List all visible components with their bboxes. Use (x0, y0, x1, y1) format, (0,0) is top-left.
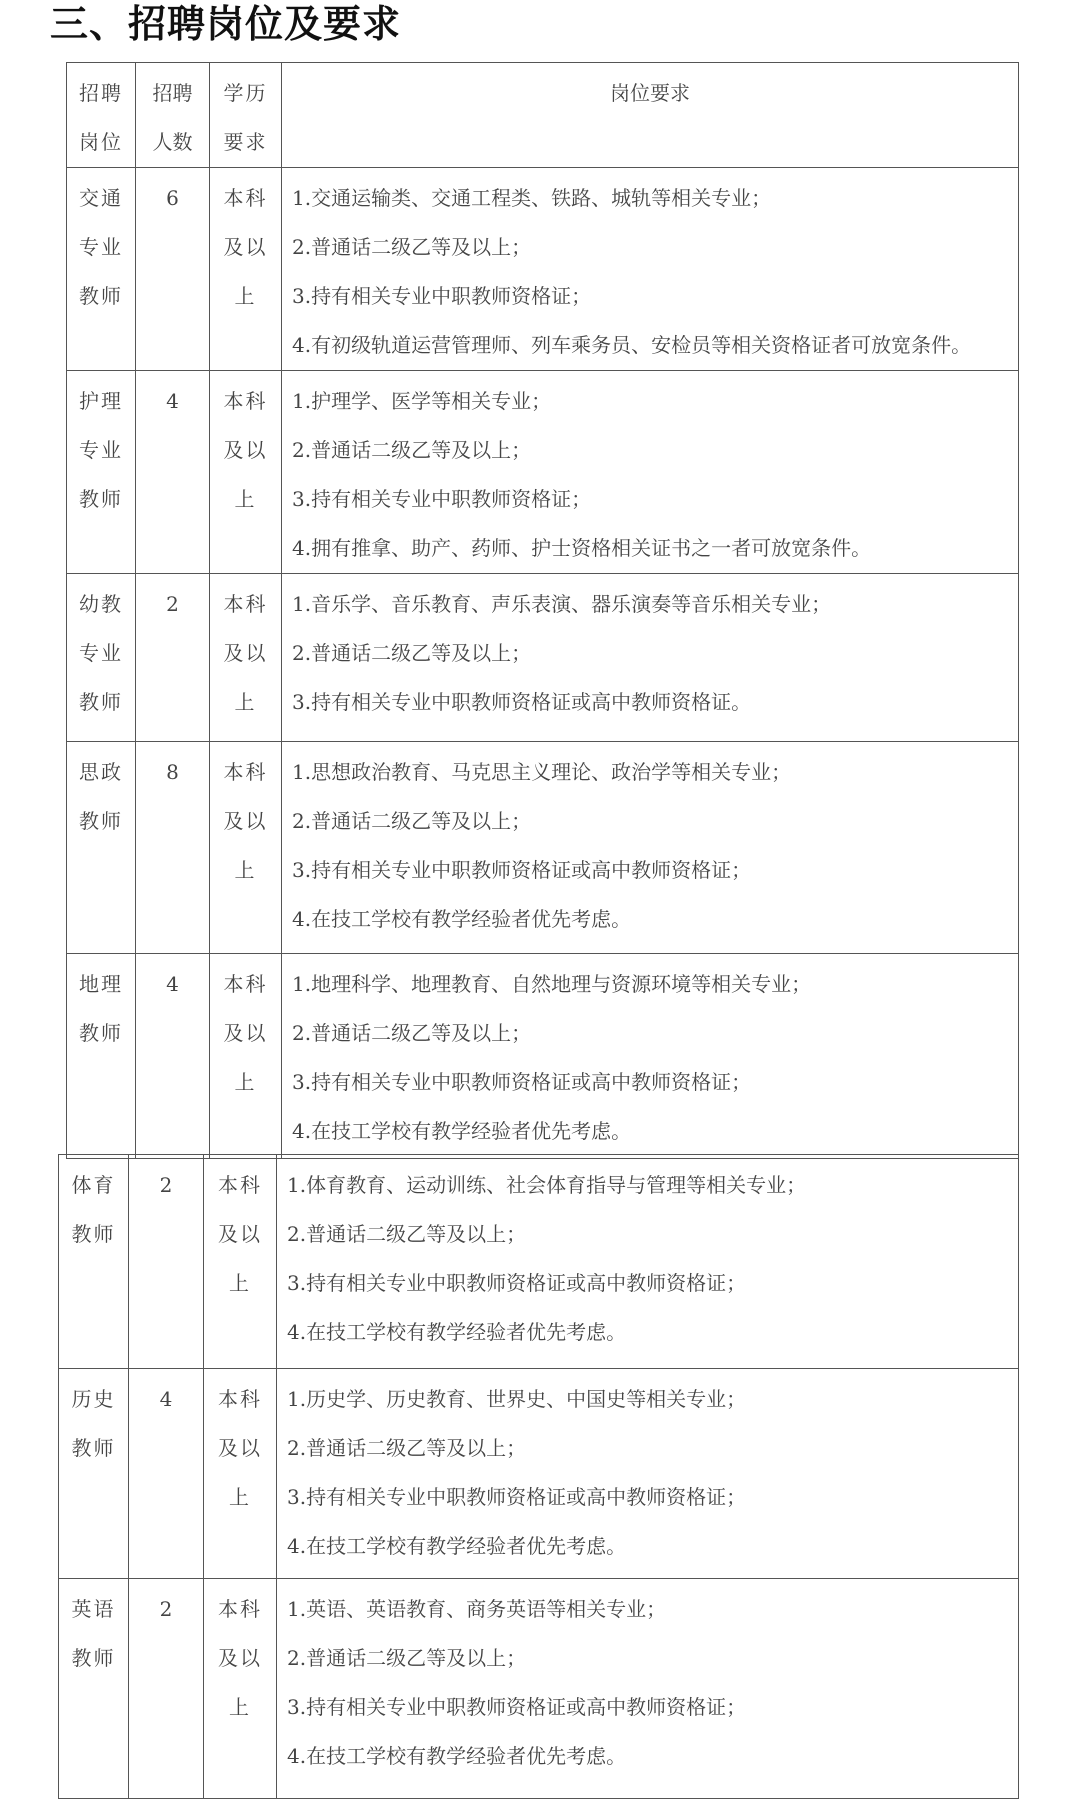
requirement-item: 1.交通运输类、交通工程类、铁路、城轨等相关专业； (292, 186, 772, 210)
requirements-cell (282, 371, 1019, 574)
header-position-line: 岗位 (79, 130, 123, 154)
education-line: 上 (229, 1695, 251, 1719)
education-line: 上 (234, 858, 257, 882)
position-line: 教师 (79, 284, 123, 308)
requirement-item: 1.历史学、历史教育、世界史、中国史等相关专业； (287, 1387, 747, 1411)
count-cell (136, 742, 210, 954)
requirement-item: 4.拥有推拿、助产、药师、护士资格相关证书之一者可放宽条件。 (292, 536, 872, 560)
header-count-line: 招聘 (152, 81, 193, 105)
position-line: 教师 (79, 1021, 123, 1045)
position-line: 专业 (79, 235, 123, 259)
table-row (67, 954, 1019, 1159)
position-line: 专业 (79, 438, 123, 462)
education-cell (210, 742, 282, 954)
education-line: 及以 (223, 1021, 268, 1045)
requirement-item: 2.普通话二级乙等及以上； (292, 641, 532, 665)
education-line: 本科 (223, 186, 268, 210)
position-cell (67, 574, 136, 742)
requirement-item: 4.在技工学校有教学经验者优先考虑。 (292, 1119, 632, 1143)
position-line: 思政 (79, 760, 123, 784)
table-header-row (67, 63, 1019, 168)
count-value: 4 (159, 1387, 173, 1411)
education-line: 上 (229, 1485, 251, 1509)
position-line: 教师 (71, 1222, 116, 1246)
position-line: 英语 (71, 1597, 116, 1621)
education-line: 及以 (223, 809, 268, 833)
education-line: 及以 (218, 1646, 262, 1670)
education-line: 及以 (223, 235, 268, 259)
requirement-item: 2.普通话二级乙等及以上； (292, 1021, 532, 1045)
education-cell (204, 1579, 277, 1799)
count-cell (129, 1579, 204, 1799)
position-cell (59, 1579, 129, 1799)
education-line: 本科 (223, 592, 268, 616)
requirement-item: 2.普通话二级乙等及以上； (287, 1436, 527, 1460)
header-position (67, 63, 136, 168)
count-value: 4 (166, 972, 179, 996)
table-body (67, 168, 1019, 1159)
requirement-item: 1.音乐学、音乐教育、声乐表演、器乐演奏等音乐相关专业； (292, 592, 832, 616)
position-line: 教师 (79, 690, 123, 714)
count-cell (136, 574, 210, 742)
requirement-item: 2.普通话二级乙等及以上； (287, 1222, 527, 1246)
header-education-line: 要求 (223, 130, 268, 154)
position-line: 交通 (79, 186, 123, 210)
header-education (210, 63, 282, 168)
requirement-item: 2.普通话二级乙等及以上； (292, 809, 532, 833)
requirement-item: 4.在技工学校有教学经验者优先考虑。 (292, 907, 632, 931)
table-row (67, 168, 1019, 371)
requirement-item: 2.普通话二级乙等及以上； (287, 1646, 527, 1670)
education-cell (210, 168, 282, 371)
table-row (59, 1155, 1019, 1369)
count-cell (136, 168, 210, 371)
count-value: 2 (166, 592, 179, 616)
header-requirements-text: 岗位要求 (610, 81, 690, 105)
table-row (67, 371, 1019, 574)
requirements-cell (277, 1369, 1019, 1579)
table-body (59, 1155, 1019, 1799)
header-count-line: 人数 (152, 130, 193, 154)
count-value: 4 (166, 389, 179, 413)
position-line: 地理 (79, 972, 123, 996)
requirement-item: 4.在技工学校有教学经验者优先考虑。 (287, 1534, 627, 1558)
position-line: 体育 (71, 1173, 116, 1197)
position-line: 护理 (79, 389, 123, 413)
count-value: 2 (159, 1173, 173, 1197)
table-row (59, 1579, 1019, 1799)
recruitment-table-continued (58, 1154, 1019, 1799)
position-line: 教师 (71, 1436, 116, 1460)
count-cell (129, 1155, 204, 1369)
requirement-item: 3.持有相关专业中职教师资格证； (292, 284, 592, 308)
requirements-cell (277, 1155, 1019, 1369)
education-line: 上 (234, 284, 257, 308)
position-cell (59, 1155, 129, 1369)
count-cell (129, 1369, 204, 1579)
requirements-cell (282, 574, 1019, 742)
education-line: 本科 (218, 1173, 262, 1197)
count-cell (136, 371, 210, 574)
requirement-item: 4.有初级轨道运营管理师、列车乘务员、安检员等相关资格证者可放宽条件。 (292, 333, 972, 357)
requirement-item: 1.体育教育、运动训练、社会体育指导与管理等相关专业； (287, 1173, 807, 1197)
position-cell (67, 954, 136, 1159)
education-line: 上 (234, 487, 257, 511)
education-line: 本科 (218, 1597, 262, 1621)
requirement-item: 4.在技工学校有教学经验者优先考虑。 (287, 1744, 627, 1768)
position-line: 教师 (79, 809, 123, 833)
requirement-item: 3.持有相关专业中职教师资格证； (292, 487, 592, 511)
requirement-item: 3.持有相关专业中职教师资格证或高中教师资格证。 (292, 690, 752, 714)
education-line: 本科 (223, 972, 268, 996)
position-line: 专业 (79, 641, 123, 665)
education-line: 及以 (218, 1222, 262, 1246)
table-row (67, 574, 1019, 742)
education-cell (210, 574, 282, 742)
position-cell (67, 168, 136, 371)
education-line: 本科 (223, 389, 268, 413)
education-line: 本科 (223, 760, 268, 784)
requirement-item: 1.地理科学、地理教育、自然地理与资源环境等相关专业； (292, 972, 812, 996)
requirement-item: 3.持有相关专业中职教师资格证或高中教师资格证； (287, 1695, 747, 1719)
requirement-item: 1.思想政治教育、马克思主义理论、政治学等相关专业； (292, 760, 792, 784)
table-row (67, 742, 1019, 954)
position-cell (59, 1369, 129, 1579)
education-cell (204, 1369, 277, 1579)
education-line: 上 (234, 1070, 257, 1094)
requirement-item: 4.在技工学校有教学经验者优先考虑。 (287, 1320, 627, 1344)
recruitment-table (66, 62, 1019, 1159)
position-cell (67, 742, 136, 954)
requirement-item: 2.普通话二级乙等及以上； (292, 235, 532, 259)
requirements-cell (282, 742, 1019, 954)
header-count (136, 63, 210, 168)
requirement-item: 1.英语、英语教育、商务英语等相关专业； (287, 1597, 667, 1621)
position-line: 幼教 (79, 592, 123, 616)
requirement-item: 3.持有相关专业中职教师资格证或高中教师资格证； (292, 1070, 752, 1094)
requirement-item: 3.持有相关专业中职教师资格证或高中教师资格证； (287, 1271, 747, 1295)
position-cell (67, 371, 136, 574)
education-line: 上 (229, 1271, 251, 1295)
education-line: 上 (234, 690, 257, 714)
requirement-item: 1.护理学、医学等相关专业； (292, 389, 552, 413)
education-line: 及以 (218, 1436, 262, 1460)
requirements-cell (282, 168, 1019, 371)
count-value: 6 (166, 186, 179, 210)
header-requirements (282, 63, 1019, 168)
requirement-item: 2.普通话二级乙等及以上； (292, 438, 532, 462)
position-line: 历史 (71, 1387, 116, 1411)
requirements-cell (277, 1579, 1019, 1799)
position-line: 教师 (79, 487, 123, 511)
count-value: 2 (159, 1597, 173, 1621)
count-value: 8 (166, 760, 179, 784)
education-cell (210, 954, 282, 1159)
page-title: 三、招聘岗位及要求 (50, 2, 402, 46)
header-education-line: 学历 (223, 81, 268, 105)
education-cell (210, 371, 282, 574)
table-row (59, 1369, 1019, 1579)
education-cell (204, 1155, 277, 1369)
position-line: 教师 (71, 1646, 116, 1670)
requirement-item: 3.持有相关专业中职教师资格证或高中教师资格证； (292, 858, 752, 882)
requirements-cell (282, 954, 1019, 1159)
education-line: 及以 (223, 641, 268, 665)
education-line: 及以 (223, 438, 268, 462)
header-position-line: 招聘 (79, 81, 123, 105)
education-line: 本科 (218, 1387, 262, 1411)
requirement-item: 3.持有相关专业中职教师资格证或高中教师资格证； (287, 1485, 747, 1509)
count-cell (136, 954, 210, 1159)
